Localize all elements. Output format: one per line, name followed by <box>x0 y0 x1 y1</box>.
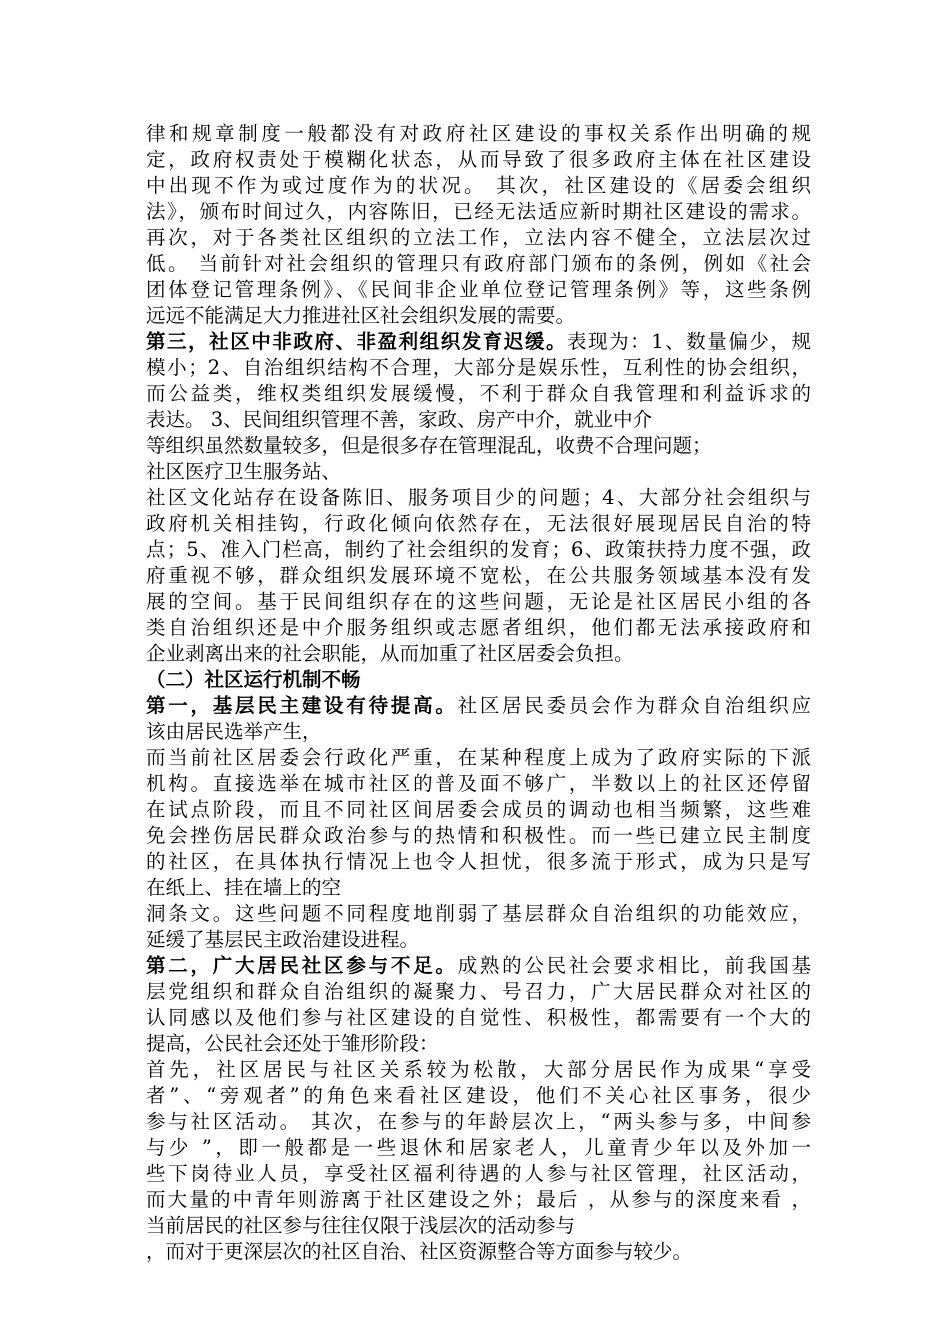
text-line <box>146 407 811 433</box>
body-text: 中出现不作为或过度作为的状况。 其次，社区建设的《居委会组织 <box>146 174 811 197</box>
body-text: 低。 当前针对社会组织的管理只有政府部门颁布的条例，例如《社会 <box>146 252 811 275</box>
body-text: 提高，公民社会还处于雏形阶段： <box>146 1032 439 1055</box>
text-line <box>146 615 811 641</box>
text-line <box>146 1239 811 1265</box>
body-text: 表达。 3、民间组织管理不善，家政、房产中介，就业中介 <box>146 408 653 431</box>
body-text: 免会挫伤居民群众政治参与的热情和积极性。而一些已建立民主制度 <box>146 824 811 847</box>
text-line <box>146 667 811 693</box>
text-line <box>146 1031 811 1057</box>
body-text: 远远不能满足大力推进社区社会组织发展的需要。 <box>146 304 576 327</box>
text-line <box>146 901 811 927</box>
text-line <box>146 641 811 667</box>
text-line <box>146 719 811 745</box>
text-line <box>146 277 811 303</box>
body-text: 社区居民委员会作为群众自治组织应 <box>457 694 811 717</box>
text-line <box>146 1109 811 1135</box>
text-line <box>146 433 811 459</box>
body-text: 些下岗待业人员，享受社区福利待遇的人参与社区管理，社区活动， <box>146 1162 811 1185</box>
text-line <box>146 1005 811 1031</box>
body-text: 团体登记管理条例》、《民间非企业单位登记管理条例》等，这些条例 <box>146 278 811 301</box>
text-line <box>146 303 811 329</box>
body-text: 等组织虽然数量较多，但是很多存在管理混乱，收费不合理问题； <box>146 434 712 457</box>
body-text: 而公益类，维权类组织发展缓慢，不利于群众自我管理和利益诉求的 <box>146 382 811 405</box>
body-text: 类自治组织还是中介服务组织或志愿者组织，他们都无法承接政府和 <box>146 616 811 639</box>
text-line <box>146 199 811 225</box>
body-text: 参与社区活动。 其次，在参与的年龄层次上，“两头参与多，中间参 <box>146 1110 811 1133</box>
text-line <box>146 251 811 277</box>
text-line <box>146 485 811 511</box>
text-line <box>146 537 811 563</box>
body-text: 定，政府权责处于模糊化状态，从而导致了很多政府主体在社区建设 <box>146 148 811 171</box>
text-line <box>146 563 811 589</box>
bold-heading-text: （二）社区运行机制不畅 <box>146 668 361 691</box>
body-text: 者”、“旁观者”的角色来看社区建设，他们不关心社区事务，很少 <box>146 1084 811 1107</box>
text-line <box>146 693 811 719</box>
body-text: 在试点阶段，而且不同社区间居委会成员的调动也相当频繁，这些难 <box>146 798 811 821</box>
body-text: 展的空间。基于民间组织存在的这些问题，无论是社区居民小组的各 <box>146 590 811 613</box>
text-line <box>146 771 811 797</box>
text-line <box>146 927 811 953</box>
body-text: 在纸上、挂在墙上的空 <box>146 876 342 899</box>
body-text: 当前居民的社区参与往往仅限于浅层次的活动参与 <box>146 1214 576 1237</box>
text-line <box>146 147 811 173</box>
body-text: 机构。直接选举在城市社区的普及面不够广，半数以上的社区还停留 <box>146 772 811 795</box>
bold-heading-text: 第一，基层民主建设有待提高。 <box>146 694 458 717</box>
body-text: 再次，对于各类社区组织的立法工作，立法内容不健全，立法层次过 <box>146 226 811 249</box>
body-text: 洞条文。这些问题不同程度地削弱了基层群众自治组织的功能效应， <box>146 902 811 925</box>
bold-heading-text: 第二，广大居民社区参与不足。 <box>146 954 458 977</box>
body-text: 而大量的中青年则游离于社区建设之外；最后 ，从参与的深度来看 ， <box>146 1188 811 1211</box>
body-text: 而当前社区居委会行政化严重，在某种程度上成为了政府实际的下派 <box>146 746 811 769</box>
body-text: 层党组织和群众自治组织的凝聚力、号召力，广大居民群众对社区的 <box>146 980 811 1003</box>
body-text: 延缓了基层民主政治建设进程。 <box>146 928 420 951</box>
body-text: 与少 ”，即一般都是一些退休和居家老人，儿童青少年以及外加一 <box>146 1136 811 1159</box>
text-line <box>146 381 811 407</box>
text-line <box>146 849 811 875</box>
body-text: 模小；2、自治组织结构不合理，大部分是娱乐性，互利性的协会组织， <box>146 356 811 379</box>
text-line <box>146 1083 811 1109</box>
text-line <box>146 329 811 355</box>
text-line <box>146 823 811 849</box>
text-line <box>146 225 811 251</box>
text-line <box>146 1161 811 1187</box>
text-line <box>146 979 811 1005</box>
body-text: 社区医疗卫生服务站、 <box>146 460 342 483</box>
text-line <box>146 173 811 199</box>
text-line <box>146 1135 811 1161</box>
text-line <box>146 589 811 615</box>
text-line <box>146 511 811 537</box>
bold-heading-text: 第三，社区中非政府、非盈利组织发育迟缓。 <box>146 330 568 353</box>
body-text: 政府机关相挂钩，行政化倾向依然存在，无法很好展现居民自治的特 <box>146 512 811 535</box>
body-text: 成熟的公民社会要求相比，前我国基 <box>457 954 811 977</box>
text-line <box>146 797 811 823</box>
text-line <box>146 1187 811 1213</box>
text-line <box>146 875 811 901</box>
body-text: 企业剥离出来的社会职能，从而加重了社区居委会负担。 <box>146 642 634 665</box>
body-text: 认同感以及他们参与社区建设的自觉性、积极性，都需要有一个大的 <box>146 1006 811 1029</box>
body-text: 的社区，在具体执行情况上也令人担忧，很多流于形式，成为只是写 <box>146 850 811 873</box>
text-line <box>146 953 811 979</box>
body-text: 首先，社区居民与社区关系较为松散，大部分居民作为成果“享受 <box>146 1058 811 1081</box>
text-line <box>146 459 811 485</box>
body-text: 该由居民选举产生， <box>146 720 322 743</box>
body-text: 点；5、准入门栏高，制约了社会组织的发育；6、政策扶持力度不强，政 <box>146 538 811 561</box>
body-text: 法》，颁布时间过久，内容陈旧，已经无法适应新时期社区建设的需求。 <box>146 200 811 223</box>
body-text: 律和规章制度一般都没有对政府社区建设的事权关系作出明确的规 <box>146 122 811 145</box>
text-line <box>146 1213 811 1239</box>
body-text: 表现为：1、数量偏少，规 <box>567 330 811 353</box>
text-line <box>146 121 811 147</box>
text-line <box>146 355 811 381</box>
document-body <box>146 121 811 1265</box>
text-line <box>146 1057 811 1083</box>
body-text: 府重视不够，群众组织发展环境不宽松，在公共服务领域基本没有发 <box>146 564 811 587</box>
text-line <box>146 745 811 771</box>
body-text: 社区文化站存在设备陈旧、服务项目少的问题；4、大部分社会组织与 <box>146 486 811 509</box>
body-text: ，而对于更深层次的社区自治、社区资源整合等方面参与较少。 <box>146 1240 693 1263</box>
